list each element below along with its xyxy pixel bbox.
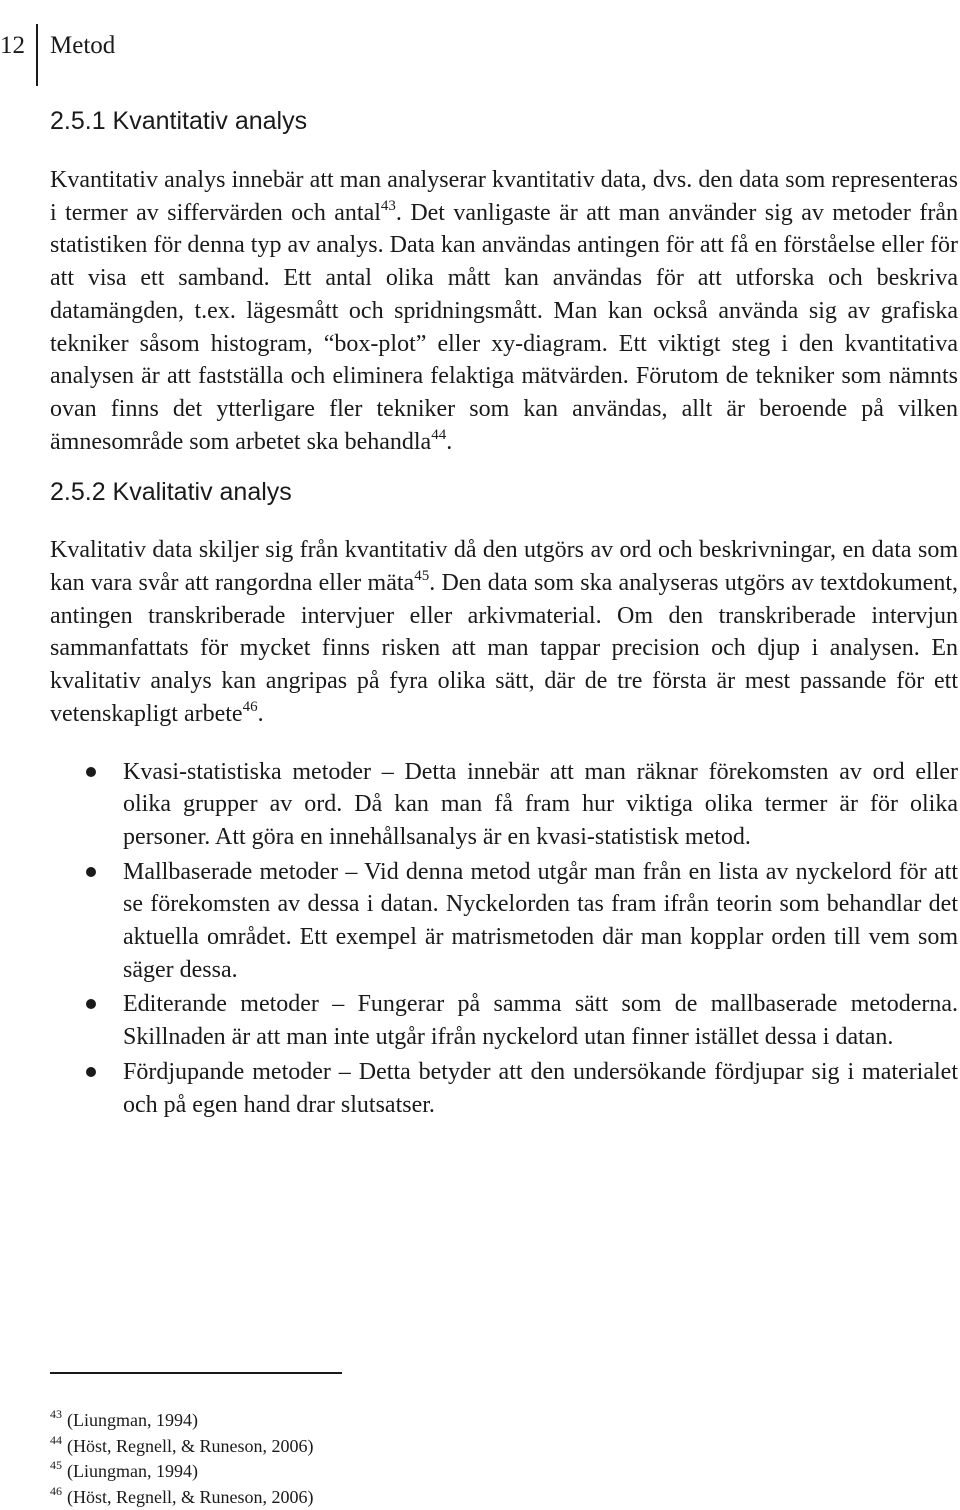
footnote-number: 45 bbox=[50, 1458, 62, 1472]
footnote-text: (Liungman, 1994) bbox=[67, 1461, 198, 1481]
list-item-text: Editerande metoder – Fungerar på samma sätt som de mallbaserade metoderna. Skillnaden är att man inte utgår ifrån nyckelord utan finner istället dessa i datan. bbox=[123, 988, 958, 1053]
paragraph-text: Kvantitativ analys innebär att man analyserar kvantitativ data, dvs. den data som representeras i termer av siffervärden och antal bbox=[50, 167, 958, 226]
list-item bbox=[50, 856, 958, 987]
footnote-ref[interactable]: 43 bbox=[381, 198, 396, 214]
footnote-number: 44 bbox=[50, 1433, 62, 1447]
paragraph-text: . bbox=[446, 429, 452, 455]
list-item-text: Kvasi-statistiska metoder – Detta innebär att man räknar förekomsten av ord eller olika grupper av ord. Då kan man få fram hur viktiga olika termer är för olika personer. Att göra en innehållsanalys är en kvasi-statistisk metod. bbox=[123, 756, 958, 854]
section-heading-kvalitativ: 2.5.2 Kvalitativ analys bbox=[50, 474, 958, 510]
bullet-icon bbox=[86, 767, 96, 777]
list-item bbox=[50, 1056, 958, 1121]
page-content bbox=[50, 103, 958, 1123]
page-number: 12 bbox=[0, 32, 25, 60]
footnote-number: 46 bbox=[50, 1484, 62, 1498]
bullet-icon bbox=[86, 1067, 96, 1077]
footnote bbox=[50, 1434, 313, 1460]
paragraph-kvantitativ bbox=[50, 164, 958, 458]
header-divider bbox=[36, 24, 38, 86]
footnote bbox=[50, 1459, 313, 1485]
paragraph-text: Kvalitativ data skiljer sig från kvantitativ då den utgörs av ord och beskrivningar, en data som kan vara svår att rangordna eller mäta bbox=[50, 537, 958, 596]
footnote-ref[interactable]: 44 bbox=[431, 427, 446, 443]
footnote-text: (Liungman, 1994) bbox=[67, 1410, 198, 1430]
footnote bbox=[50, 1485, 313, 1510]
list-item bbox=[50, 988, 958, 1053]
running-head: Metod bbox=[50, 32, 115, 60]
footnote-number: 43 bbox=[50, 1407, 62, 1421]
paragraph-kvalitativ bbox=[50, 534, 958, 730]
list-item-text: Mallbaserade metoder – Vid denna metod utgår man från en lista av nyckelord för att se förekomsten av dessa i datan. Nyckelorden tas fram ifrån teorin som behandlar det aktuella området. Ett exempel är matrismetoden där man kopplar orden till vem som säger dessa. bbox=[123, 856, 958, 987]
paragraph-text: . Den data som ska analyseras utgörs av textdokument, antingen transkriberade intervjuer eller arkivmaterial. Om den transkriberade intervjun sammanfattats för mycket finns risken att man tappar precision och djup i analysen. En kvalitativ analys kan angripas på fyra olika sätt, där de tre första är mest passande för ett vetenskapligt arbete bbox=[50, 570, 958, 727]
footnote-ref[interactable]: 45 bbox=[414, 568, 429, 584]
footnotes bbox=[50, 1408, 313, 1510]
bullet-icon bbox=[86, 999, 96, 1009]
list-item-text: Fördjupande metoder – Detta betyder att den undersökande fördjupar sig i materialet och på egen hand drar slutsatser. bbox=[123, 1056, 958, 1121]
paragraph-text: . bbox=[258, 701, 264, 727]
section-heading-kvantitativ: 2.5.1 Kvantitativ analys bbox=[50, 103, 958, 139]
list-item bbox=[50, 756, 958, 854]
footnote bbox=[50, 1408, 313, 1434]
footnote-text: (Höst, Regnell, & Runeson, 2006) bbox=[67, 1487, 313, 1507]
method-bullet-list bbox=[50, 756, 958, 1122]
footnote-text: (Höst, Regnell, & Runeson, 2006) bbox=[67, 1436, 313, 1456]
page-header bbox=[0, 24, 300, 86]
bullet-icon bbox=[86, 867, 96, 877]
paragraph-text: . Det vanligaste är att man använder sig av metoder från statistiken för denna typ av analys. Data kan användas antingen för att få en förståelse eller för att visa ett samband. Ett antal olika mått kan användas för att utforska och beskriva datamängden, t.ex. lägesmått och spridningsmått. Man kan också använda sig av grafiska tekniker såsom histogram, “box-plot” eller xy-diagram. Ett viktigt steg i den kvantitativa analysen är att fastställa och eliminera felaktiga mätvärden. Förutom de tekniker som nämnts ovan finns det ytterligare fler tekniker som kan användas, allt är beroende på vilken ämnesområde som arbetet ska behandla bbox=[50, 200, 958, 455]
footnote-divider bbox=[50, 1372, 342, 1374]
footnote-ref[interactable]: 46 bbox=[243, 699, 258, 715]
